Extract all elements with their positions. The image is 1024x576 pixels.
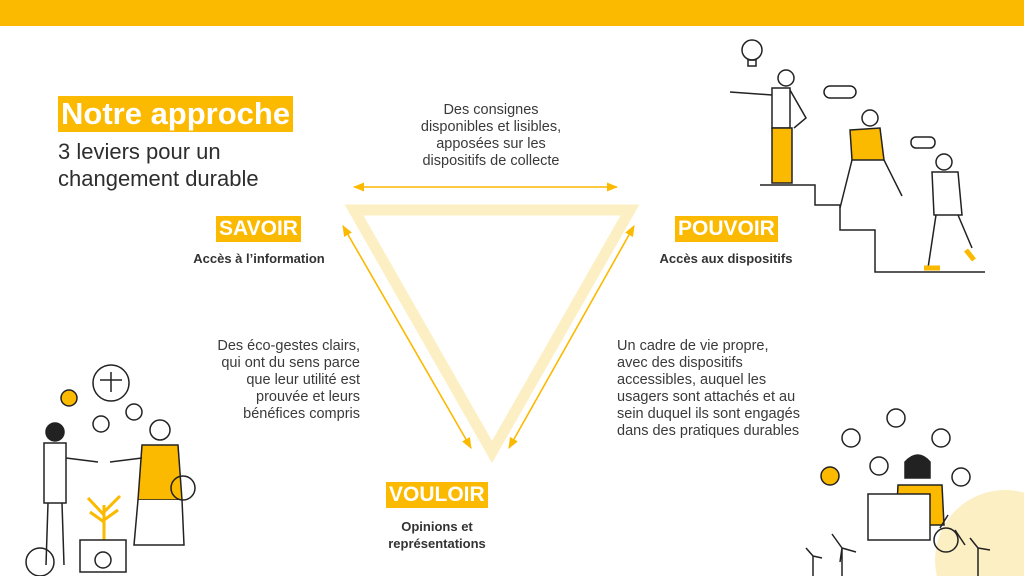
arrow-left bbox=[343, 226, 471, 448]
lever-vouloir: VOULOIR bbox=[386, 482, 488, 508]
savoir-caption: Accès à l’information bbox=[193, 251, 325, 266]
desc-right-line: dans des pratiques durables bbox=[617, 423, 800, 439]
desc-top bbox=[396, 102, 586, 170]
vouloir-caption-line2: représentations bbox=[388, 536, 486, 551]
desc-top-line: apposées sur les bbox=[436, 136, 546, 152]
pouvoir-caption: Accès aux dispositifs bbox=[659, 251, 793, 266]
house-icon bbox=[842, 429, 860, 447]
heart-icon bbox=[93, 416, 109, 432]
bulb-small-icon bbox=[932, 429, 950, 447]
page-title: Notre approche bbox=[58, 96, 293, 132]
central-triangle bbox=[354, 210, 630, 452]
handshake-illustration bbox=[26, 365, 195, 576]
sustainability-illustration bbox=[806, 409, 1024, 576]
desc-left-line: qui ont du sens parce bbox=[221, 355, 360, 371]
desc-right-line: usagers sont attachés et au bbox=[617, 389, 796, 405]
arrow-right bbox=[509, 226, 634, 448]
desc-left-line: prouvée et leurs bbox=[256, 389, 360, 405]
desc-left bbox=[186, 338, 360, 423]
leaf-icon bbox=[870, 457, 888, 475]
lever-savoir: SAVOIR bbox=[216, 216, 301, 242]
desc-top-line: dispositifs de collecte bbox=[422, 153, 560, 169]
desc-top-line: disponibles et lisibles, bbox=[420, 119, 562, 135]
wind-turbine bbox=[832, 534, 856, 576]
desc-right-line: sein duquel ils sont engagés bbox=[617, 406, 800, 422]
box bbox=[868, 494, 930, 540]
coin-icon bbox=[61, 390, 77, 406]
recycle-icon bbox=[887, 409, 905, 427]
desc-right-line: Un cadre de vie propre, bbox=[617, 338, 769, 354]
page-subtitle: 3 leviers pour un changement durable bbox=[58, 139, 259, 191]
lever-pouvoir: POUVOIR bbox=[675, 216, 778, 242]
decorative-blob bbox=[935, 490, 1024, 576]
person-icon bbox=[821, 467, 839, 485]
desc-right-line: accessibles, auquel les bbox=[617, 372, 767, 388]
desc-top-line: Des consignes bbox=[443, 102, 539, 118]
lightbulb-icon bbox=[742, 40, 762, 60]
vouloir-caption-line1: Opinions et bbox=[401, 519, 473, 534]
desc-right bbox=[617, 338, 829, 440]
desc-left-line: que leur utilité est bbox=[246, 372, 360, 388]
plant bbox=[88, 496, 120, 540]
desc-right-line: avec des dispositifs bbox=[617, 355, 743, 371]
scales-small-icon bbox=[952, 468, 970, 486]
vouloir-caption bbox=[370, 518, 504, 552]
desc-left-line: Des éco-gestes clairs, bbox=[217, 338, 360, 354]
clock-icon bbox=[126, 404, 142, 420]
desc-left-line: bénéfices compris bbox=[243, 406, 360, 422]
